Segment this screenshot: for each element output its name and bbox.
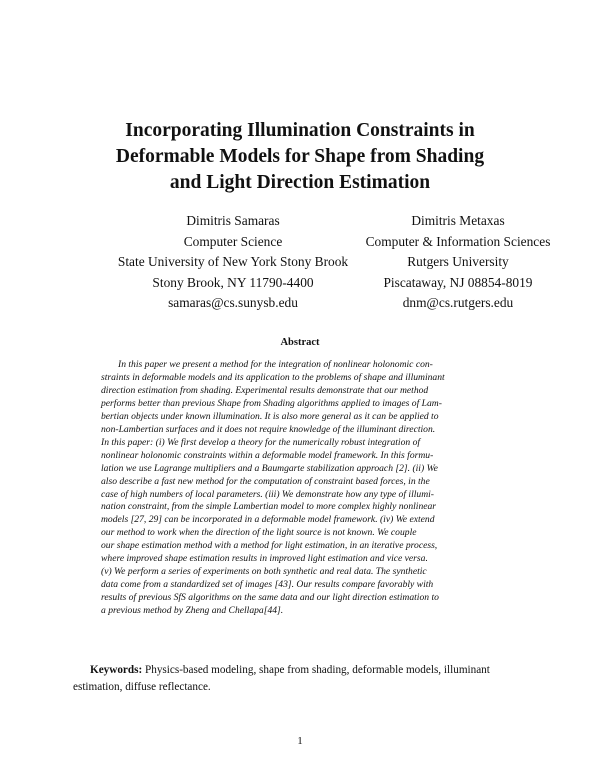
author-address: Piscataway, NJ 08854-8019 — [383, 274, 533, 290]
author-block-metaxas — [348, 211, 568, 314]
author-email: samaras@cs.sunysb.edu — [168, 295, 298, 310]
keywords-section — [73, 662, 543, 695]
title-line: Deformable Models for Shape from Shading — [115, 146, 485, 167]
keywords-text: Physics-based modeling, shape from shading, deformable models, illuminant — [145, 664, 490, 676]
keywords-line — [73, 662, 543, 679]
author-department: Computer Science — [183, 233, 283, 249]
abstract-line: direction estimation from shading. Experimental results demonstrate that our method — [101, 384, 429, 396]
abstract-line: performs better than previous Shape from Shading algorithms applied to images of Lam- — [101, 397, 442, 409]
abstract-line: results of previous SfS algorithms on the same data and our light direction estimation to — [101, 592, 439, 604]
abstract-line: case of high numbers of local parameters. (iii) We demonstrate how any type of illumi- — [101, 488, 434, 500]
abstract-line: a previous method by Zheng and Chellapa[44]. — [101, 605, 284, 617]
abstract-line: nonlinear holonomic constraints within a deformable model framework. In this formu- — [101, 449, 434, 461]
abstract-line: where improved shape estimation results in improved light estimation and vice versa. — [101, 553, 428, 565]
abstract-body — [101, 359, 513, 618]
abstract-line: also describe a fast new method for the computation of constraint based forces, in the — [101, 475, 430, 487]
paper-title — [40, 118, 560, 196]
abstract-line: straints in deformable models and its application to the problems of shape and illuminant — [101, 371, 445, 383]
abstract-heading: Abstract — [280, 337, 320, 348]
abstract-line: data come from a standardized set of images [43]. Our results compare favorably with — [101, 579, 434, 591]
page-number: 1 — [297, 735, 303, 747]
author-email: dnm@cs.rutgers.edu — [402, 295, 514, 310]
author-institution: Rutgers University — [407, 254, 509, 269]
keywords-label: Keywords: — [90, 664, 143, 676]
title-line: and Light Direction Estimation — [169, 172, 431, 193]
title-line: Incorporating Illumination Constraints in — [125, 120, 475, 141]
author-institution: State University of New York Stony Brook — [117, 254, 349, 269]
author-department: Computer & Information Sciences — [365, 233, 551, 249]
author-name: Dimitris Samaras — [186, 213, 280, 228]
abstract-line: lation we use Lagrange multipliers and a Baumgarte stabilization approach [2]. (ii) We — [101, 462, 438, 474]
abstract-line: In this paper we present a method for the integration of nonlinear holonomic con- — [118, 359, 433, 370]
author-block-samaras — [98, 211, 368, 314]
abstract-line: our shape estimation method with a method for light estimation, in an iterative process, — [101, 540, 438, 552]
abstract-line: non-Lambertian surfaces and it does not require knowledge of the illuminant direction. — [101, 423, 436, 435]
abstract-line: (v) We perform a series of experiments on both synthetic and real data. The synthetic — [101, 566, 427, 578]
abstract-line: our method to work when the direction of the light source is not known. We couple — [101, 527, 417, 539]
abstract-line: nation constraint, from the simple Lambertian model to more complex highly nonlinear — [101, 501, 437, 513]
keywords-text-continued: estimation, diffuse reflectance. — [73, 680, 211, 693]
abstract-line: In this paper: (i) We first develop a theory for the numerically robust integration of — [101, 436, 421, 448]
abstract-line: bertian objects under known illumination. It is also more general as it can be applied to — [101, 410, 439, 422]
author-address: Stony Brook, NY 11790-4400 — [152, 274, 314, 290]
author-name: Dimitris Metaxas — [411, 213, 505, 228]
abstract-line: models [27, 29] can be incorporated in a deformable model framework. (iv) We extend — [101, 514, 435, 526]
